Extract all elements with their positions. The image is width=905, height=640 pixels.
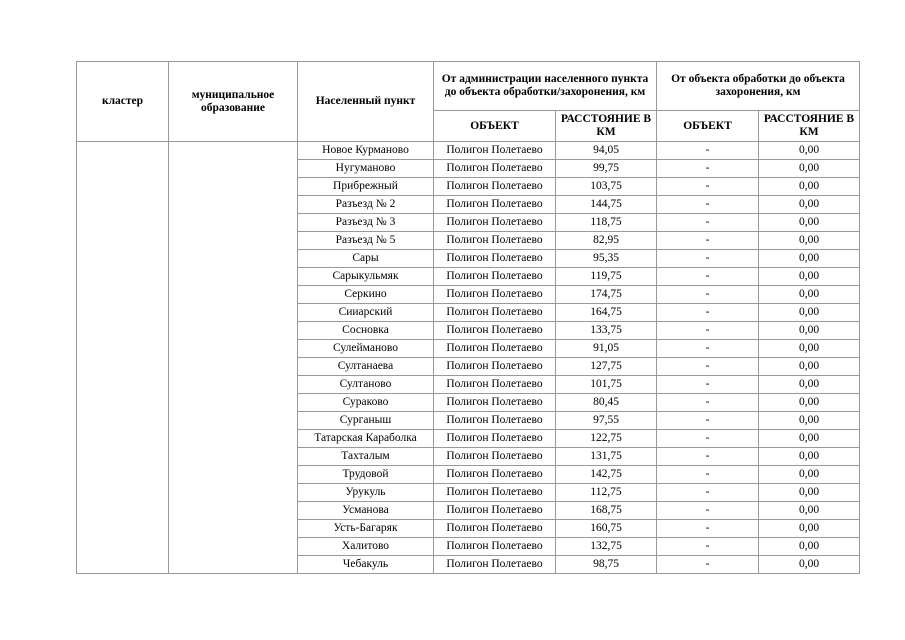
distance2-cell: 0,00 xyxy=(759,484,860,502)
object2-cell: - xyxy=(657,394,759,412)
object-cell: Полигон Полетаево xyxy=(434,412,556,430)
header-settlement: Населенный пункт xyxy=(298,62,434,142)
header-distance: РАССТОЯНИЕ В КМ xyxy=(556,111,657,142)
distance-cell: 122,75 xyxy=(556,430,657,448)
distance2-cell: 0,00 xyxy=(759,196,860,214)
distance2-cell: 0,00 xyxy=(759,142,860,160)
object2-cell: - xyxy=(657,214,759,232)
settlement-cell: Сары xyxy=(298,250,434,268)
object2-cell: - xyxy=(657,376,759,394)
object2-cell: - xyxy=(657,340,759,358)
distance2-cell: 0,00 xyxy=(759,556,860,574)
object2-cell: - xyxy=(657,556,759,574)
distance-cell: 95,35 xyxy=(556,250,657,268)
distance-cell: 174,75 xyxy=(556,286,657,304)
settlement-cell: Нугуманово xyxy=(298,160,434,178)
distance-cell: 168,75 xyxy=(556,502,657,520)
distance-cell: 131,75 xyxy=(556,448,657,466)
distance2-cell: 0,00 xyxy=(759,232,860,250)
distance2-cell: 0,00 xyxy=(759,340,860,358)
distance-cell: 118,75 xyxy=(556,214,657,232)
settlement-cell: Разъезд № 3 xyxy=(298,214,434,232)
settlement-cell: Разъезд № 2 xyxy=(298,196,434,214)
distance-cell: 133,75 xyxy=(556,322,657,340)
distance-cell: 91,05 xyxy=(556,340,657,358)
object-cell: Полигон Полетаево xyxy=(434,484,556,502)
object2-cell: - xyxy=(657,304,759,322)
distance2-cell: 0,00 xyxy=(759,214,860,232)
object2-cell: - xyxy=(657,160,759,178)
distance2-cell: 0,00 xyxy=(759,430,860,448)
object-cell: Полигон Полетаево xyxy=(434,322,556,340)
settlement-cell: Трудовой xyxy=(298,466,434,484)
object-cell: Полигон Полетаево xyxy=(434,502,556,520)
object-cell: Полигон Полетаево xyxy=(434,448,556,466)
object-cell: Полигон Полетаево xyxy=(434,520,556,538)
object-cell: Полигон Полетаево xyxy=(434,160,556,178)
distance2-cell: 0,00 xyxy=(759,286,860,304)
distance2-cell: 0,00 xyxy=(759,304,860,322)
settlement-cell: Разъезд № 5 xyxy=(298,232,434,250)
distance-cell: 142,75 xyxy=(556,466,657,484)
object2-cell: - xyxy=(657,142,759,160)
object2-cell: - xyxy=(657,286,759,304)
settlement-cell: Серкино xyxy=(298,286,434,304)
object-cell: Полигон Полетаево xyxy=(434,214,556,232)
distance-cell: 127,75 xyxy=(556,358,657,376)
settlement-cell: Прибрежный xyxy=(298,178,434,196)
object-cell: Полигон Полетаево xyxy=(434,178,556,196)
object-cell: Полигон Полетаево xyxy=(434,466,556,484)
table-body xyxy=(77,142,860,574)
object-cell: Полигон Полетаево xyxy=(434,286,556,304)
object2-cell: - xyxy=(657,412,759,430)
settlement-cell: Сулейманово xyxy=(298,340,434,358)
distance2-cell: 0,00 xyxy=(759,250,860,268)
settlement-cell: Султаново xyxy=(298,376,434,394)
settlement-cell: Усманова xyxy=(298,502,434,520)
distance-cell: 164,75 xyxy=(556,304,657,322)
distance2-cell: 0,00 xyxy=(759,376,860,394)
object-cell: Полигон Полетаево xyxy=(434,268,556,286)
object2-cell: - xyxy=(657,196,759,214)
object2-cell: - xyxy=(657,538,759,556)
object-cell: Полигон Полетаево xyxy=(434,430,556,448)
distance2-cell: 0,00 xyxy=(759,466,860,484)
header-distance-2: РАССТОЯНИЕ В КМ xyxy=(759,111,860,142)
header-cluster: кластер xyxy=(77,62,169,142)
settlement-cell: Сииарский xyxy=(298,304,434,322)
object2-cell: - xyxy=(657,232,759,250)
object-cell: Полигон Полетаево xyxy=(434,304,556,322)
distance-cell: 98,75 xyxy=(556,556,657,574)
distance2-cell: 0,00 xyxy=(759,322,860,340)
distance2-cell: 0,00 xyxy=(759,178,860,196)
settlement-cell: Сарыкульмяк xyxy=(298,268,434,286)
header-group-object: От объекта обработки до объекта захоронения, км xyxy=(657,62,860,111)
header-municipality: муниципальное образование xyxy=(169,62,298,142)
settlement-cell: Сураково xyxy=(298,394,434,412)
object2-cell: - xyxy=(657,178,759,196)
table-row xyxy=(77,142,860,160)
object2-cell: - xyxy=(657,430,759,448)
distance-cell: 80,45 xyxy=(556,394,657,412)
settlement-cell: Тахталым xyxy=(298,448,434,466)
distance-table xyxy=(76,61,860,574)
object2-cell: - xyxy=(657,484,759,502)
distance-cell: 132,75 xyxy=(556,538,657,556)
object-cell: Полигон Полетаево xyxy=(434,538,556,556)
distance2-cell: 0,00 xyxy=(759,502,860,520)
object2-cell: - xyxy=(657,448,759,466)
distance2-cell: 0,00 xyxy=(759,394,860,412)
settlement-cell: Султанаева xyxy=(298,358,434,376)
distance-cell: 101,75 xyxy=(556,376,657,394)
object2-cell: - xyxy=(657,268,759,286)
distance2-cell: 0,00 xyxy=(759,358,860,376)
distance2-cell: 0,00 xyxy=(759,412,860,430)
object2-cell: - xyxy=(657,466,759,484)
settlement-cell: Сосновка xyxy=(298,322,434,340)
object-cell: Полигон Полетаево xyxy=(434,340,556,358)
distance2-cell: 0,00 xyxy=(759,538,860,556)
object-cell: Полигон Полетаево xyxy=(434,376,556,394)
settlement-cell: Урукуль xyxy=(298,484,434,502)
object2-cell: - xyxy=(657,358,759,376)
distance-cell: 94,05 xyxy=(556,142,657,160)
settlement-cell: Новое Курманово xyxy=(298,142,434,160)
object-cell: Полигон Полетаево xyxy=(434,232,556,250)
distance2-cell: 0,00 xyxy=(759,520,860,538)
object-cell: Полигон Полетаево xyxy=(434,358,556,376)
distance-cell: 144,75 xyxy=(556,196,657,214)
distance2-cell: 0,00 xyxy=(759,160,860,178)
municipality-cell xyxy=(169,142,298,574)
settlement-cell: Халитово xyxy=(298,538,434,556)
object2-cell: - xyxy=(657,502,759,520)
distance-cell: 99,75 xyxy=(556,160,657,178)
distance2-cell: 0,00 xyxy=(759,268,860,286)
object2-cell: - xyxy=(657,250,759,268)
object2-cell: - xyxy=(657,322,759,340)
distance-cell: 103,75 xyxy=(556,178,657,196)
cluster-cell xyxy=(77,142,169,574)
distance-cell: 119,75 xyxy=(556,268,657,286)
object-cell: Полигон Полетаево xyxy=(434,556,556,574)
distance-cell: 160,75 xyxy=(556,520,657,538)
settlement-cell: Чебакуль xyxy=(298,556,434,574)
object-cell: Полигон Полетаево xyxy=(434,142,556,160)
object2-cell: - xyxy=(657,520,759,538)
header-object-2: ОБЪЕКТ xyxy=(657,111,759,142)
settlement-cell: Усть-Багаряк xyxy=(298,520,434,538)
object-cell: Полигон Полетаево xyxy=(434,196,556,214)
object-cell: Полигон Полетаево xyxy=(434,394,556,412)
object-cell: Полигон Полетаево xyxy=(434,250,556,268)
table-header xyxy=(77,62,860,142)
distance2-cell: 0,00 xyxy=(759,448,860,466)
settlement-cell: Татарская Караболка xyxy=(298,430,434,448)
distance-cell: 112,75 xyxy=(556,484,657,502)
settlement-cell: Сурганыш xyxy=(298,412,434,430)
distance-table-sheet xyxy=(76,61,859,574)
distance-cell: 82,95 xyxy=(556,232,657,250)
header-group-admin: От администрации населенного пункта до объекта обработки/захоронения, км xyxy=(434,62,657,111)
distance-cell: 97,55 xyxy=(556,412,657,430)
header-object: ОБЪЕКТ xyxy=(434,111,556,142)
